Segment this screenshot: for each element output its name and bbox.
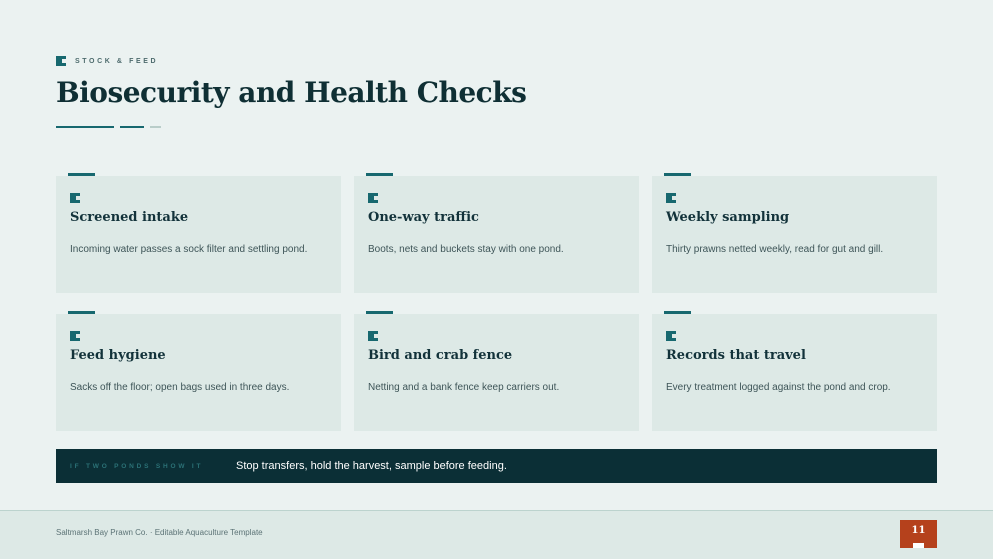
card-feed-hygiene: [56, 314, 341, 431]
card-title: Feed hygiene: [70, 348, 166, 363]
bookmark-icon: [368, 193, 378, 203]
card-description: Boots, nets and buckets stay with one pond.: [368, 244, 564, 255]
kicker-label: STOCK & FEED: [75, 57, 159, 65]
card-title: Records that travel: [666, 348, 806, 363]
card-title: Screened intake: [70, 210, 189, 225]
callout-label: IF TWO PONDS SHOW IT: [70, 462, 204, 470]
callout-banner: [56, 449, 937, 483]
bookmark-icon: [666, 331, 676, 341]
card-description: Every treatment logged against the pond and crop.: [666, 382, 891, 393]
card-description: Sacks off the floor; open bags used in three days.: [70, 382, 290, 393]
title-rule-medium: [120, 126, 144, 128]
card-grid: [56, 176, 937, 431]
card-screened-intake: [56, 176, 341, 293]
callout-text: Stop transfers, hold the harvest, sample before feeding.: [236, 460, 507, 472]
card-title: Bird and crab fence: [368, 348, 513, 363]
card-tab: [664, 173, 691, 176]
bookmark-icon: [368, 331, 378, 341]
bookmark-icon: [70, 331, 80, 341]
footer: [0, 510, 993, 559]
card-records-that-travel: [652, 314, 937, 431]
card-tab: [366, 311, 393, 314]
card-tab: [366, 173, 393, 176]
card-title: One-way traffic: [368, 210, 479, 225]
card-title: Weekly sampling: [666, 210, 790, 225]
card-bird-and-crab-fence: [354, 314, 639, 431]
page-number-badge: 11: [900, 520, 937, 548]
slide-title: Biosecurity and Health Checks: [56, 76, 527, 109]
card-tab: [68, 173, 95, 176]
bookmark-icon: [70, 193, 80, 203]
footer-text: Saltmarsh Bay Prawn Co. · Editable Aquaculture Template: [56, 528, 263, 537]
title-rule-short: [150, 126, 161, 128]
card-tab: [68, 311, 95, 314]
card-description: Thirty prawns netted weekly, read for gut and gill.: [666, 244, 884, 255]
bookmark-icon: [56, 56, 66, 66]
card-description: Incoming water passes a sock filter and settling pond.: [70, 244, 308, 255]
card-tab: [664, 311, 691, 314]
section-kicker: [56, 56, 158, 66]
title-rule-long: [56, 126, 114, 128]
bookmark-icon: [666, 193, 676, 203]
card-one-way-traffic: [354, 176, 639, 293]
card-description: Netting and a bank fence keep carriers out.: [368, 382, 560, 393]
card-weekly-sampling: [652, 176, 937, 293]
